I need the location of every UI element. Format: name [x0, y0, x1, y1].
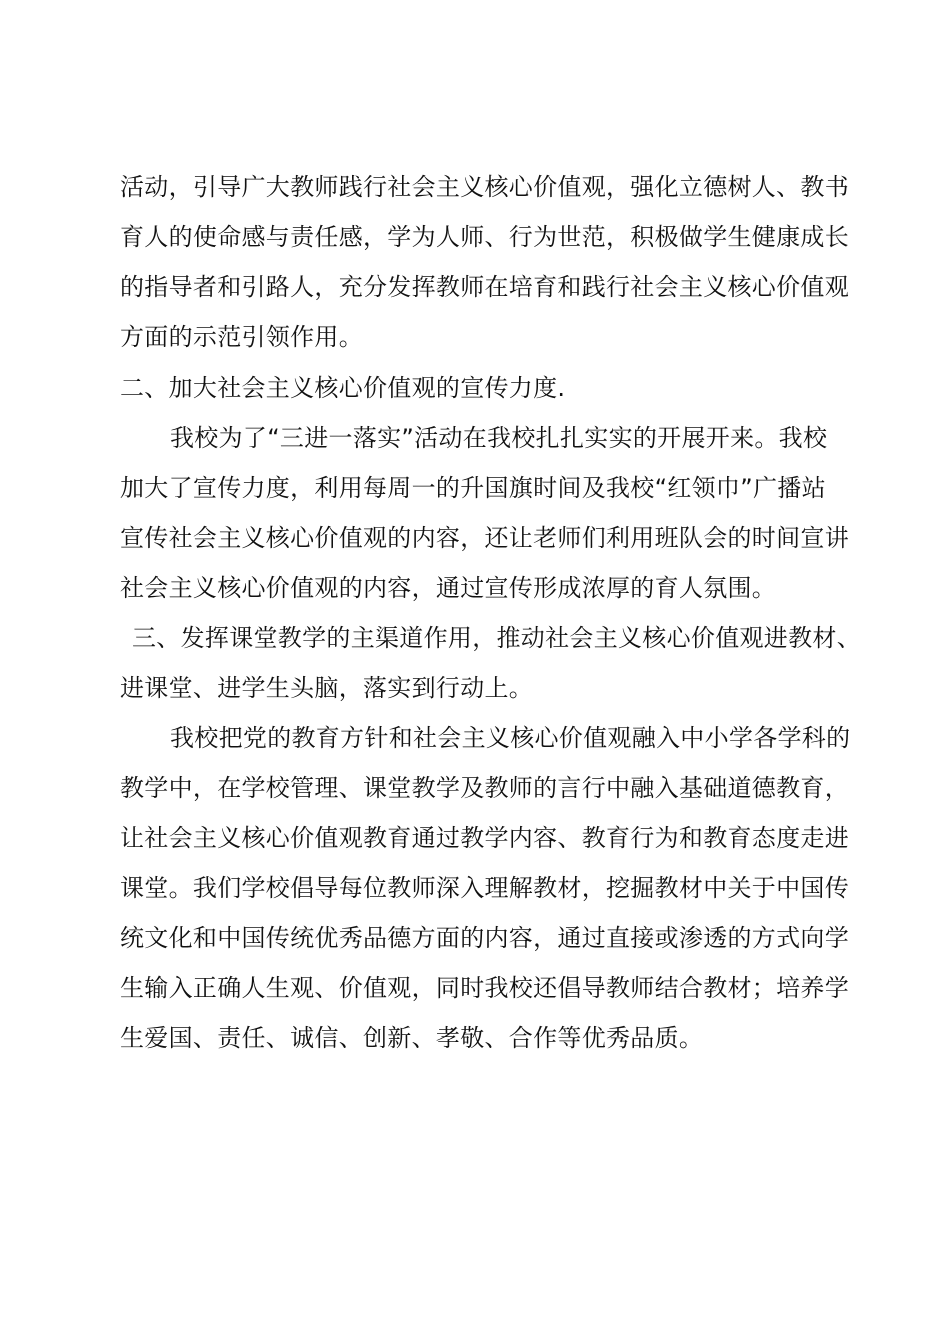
paragraph-line: 我校把党的教育方针和社会主义核心价值观融入中小学各学科的 [170, 724, 851, 752]
paragraph-line: 生爱国、责任、诚信、创新、孝敬、合作等优秀品质。 [120, 1024, 704, 1052]
paragraph-line: 宣传社会主义核心价值观的内容，还让老师们利用班队会的时间宣讲 [120, 524, 849, 552]
paragraph-line: 我校为了“三进一落实”活动在我校扎扎实实的开展开来。我校 [170, 424, 828, 452]
paragraph-line: 教学中，在学校管理、课堂教学及教师的言行中融入基础道德教育， [120, 774, 849, 802]
heading-line: 进课堂、进学生头脑，落实到行动上。 [120, 674, 534, 702]
paragraph-line: 育人的使命感与责任感，学为人师、行为世范，积极做学生健康成长 [120, 223, 849, 251]
paragraph-line: 生输入正确人生观、价值观，同时我校还倡导教师结合教材；培养学 [120, 974, 849, 1002]
section-heading-2: 二、加大社会主义核心价值观的宣传力度. [120, 374, 566, 402]
paragraph-line: 加大了宣传力度，利用每周一的升国旗时间及我校“红领巾”广播站 [120, 474, 826, 502]
paragraph-line: 让社会主义核心价值观教育通过教学内容、教育行为和教育态度走进 [120, 824, 849, 852]
paragraph-line: 的指导者和引路人，充分发挥教师在培育和践行社会主义核心价值观 [120, 273, 849, 301]
paragraph-line: 统文化和中国传统优秀品德方面的内容，通过直接或渗透的方式向学 [120, 924, 849, 952]
paragraph-line: 社会主义核心价值观的内容，通过宣传形成浓厚的育人氛围。 [120, 574, 777, 602]
heading-line: 三、发挥课堂教学的主渠道作用，推动社会主义核心价值观进教材、 [132, 624, 861, 652]
paragraph-line: 方面的示范引领作用。 [120, 323, 363, 351]
paragraph-line: 活动，引导广大教师践行社会主义核心价值观，强化立德树人、教书 [120, 173, 849, 201]
paragraph-line: 课堂。我们学校倡导每位教师深入理解教材，挖掘教材中关于中国传 [120, 874, 849, 902]
